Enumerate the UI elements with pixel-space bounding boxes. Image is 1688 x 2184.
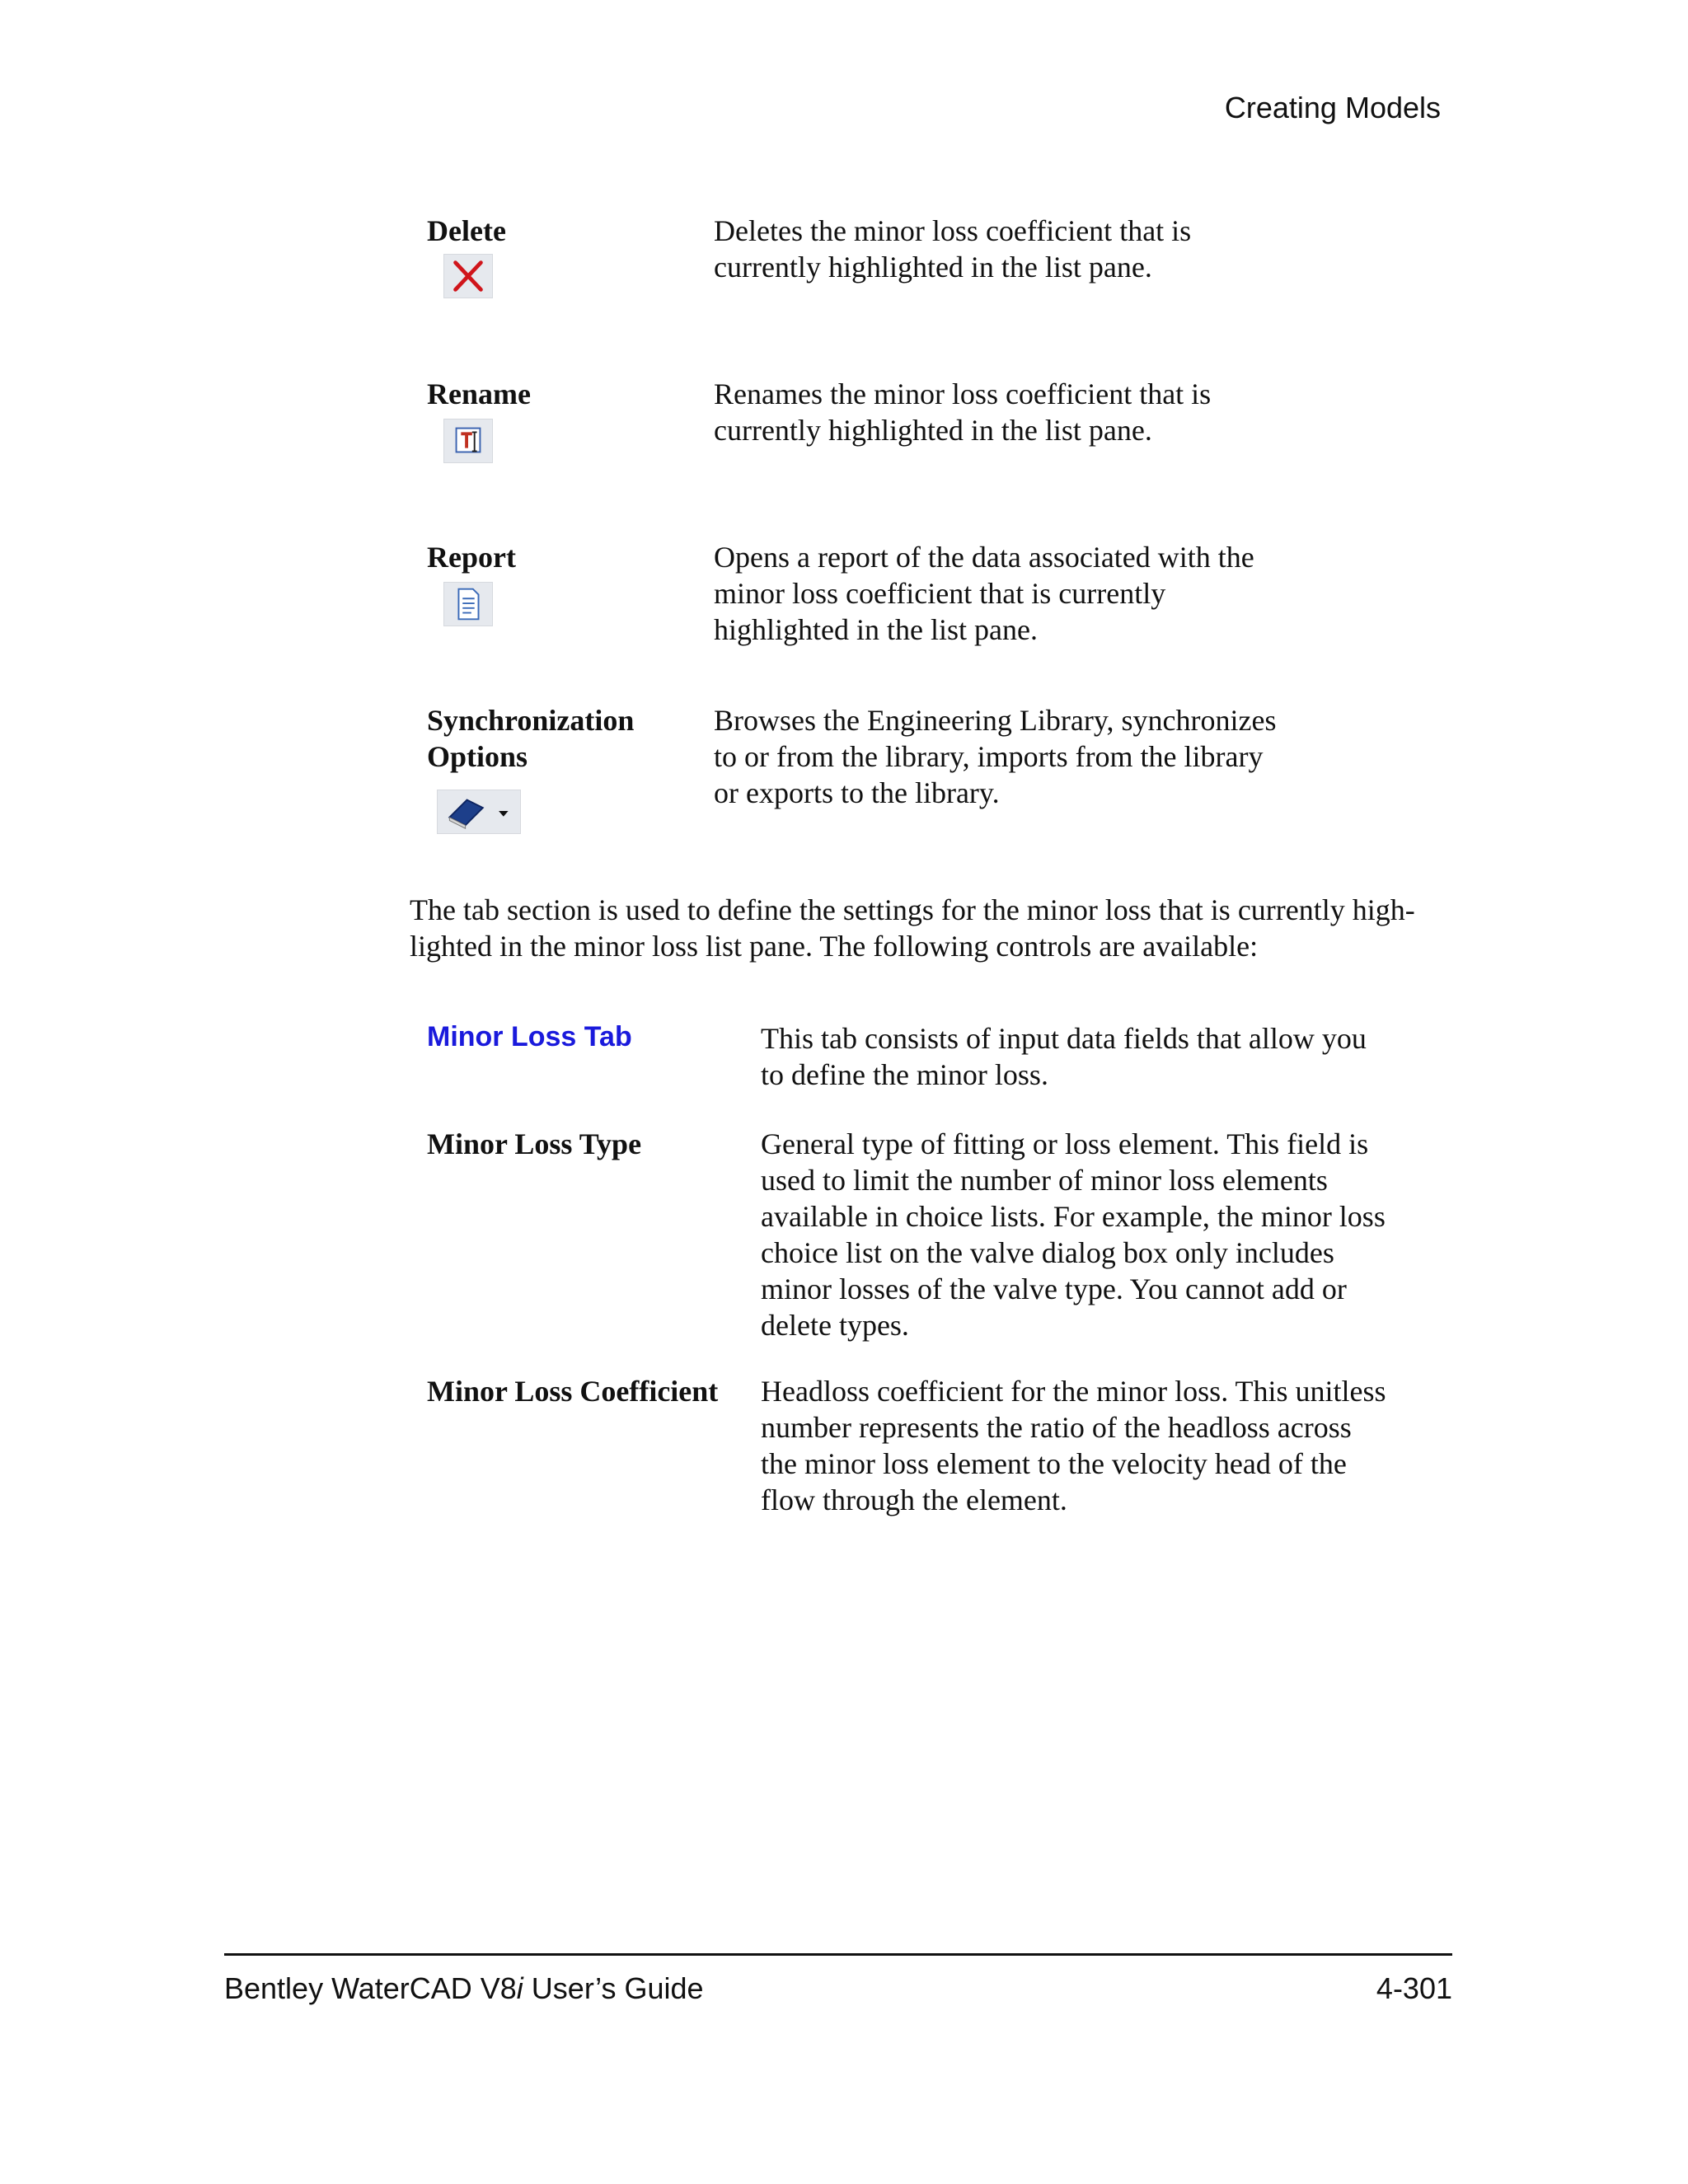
description-synchronization-options: Browses the Engineering Library, synchronizes to or from the library, imports from the library or exports to the library. bbox=[714, 704, 1277, 809]
page-number: 4-301 bbox=[1376, 1971, 1452, 2005]
footer-rule bbox=[224, 1953, 1452, 1956]
description-minor-loss-type: General type of fitting or loss element. This field is used to limit the number of minor loss elements available in choice lists. For example, the minor loss choice list on the valve dialog box only includes minor losses of the valve type. You cannot add or delete types. bbox=[761, 1127, 1386, 1342]
description-minor-loss-tab: This tab consists of input data fields that allow you to define the minor loss. bbox=[761, 1022, 1367, 1091]
book-dropdown-icon bbox=[437, 790, 521, 834]
term-minor-loss-coefficient: Minor Loss Coefficient bbox=[427, 1375, 719, 1408]
report-document-icon bbox=[443, 582, 493, 626]
delete-x-icon bbox=[443, 254, 493, 298]
description-rename: Renames the minor loss coefficient that is currently highlighted in the list pane. bbox=[714, 377, 1212, 447]
term-rename: Rename bbox=[427, 377, 531, 410]
running-header: Creating Models bbox=[1224, 91, 1441, 124]
rename-text-icon bbox=[443, 419, 493, 463]
term-minor-loss-type: Minor Loss Type bbox=[427, 1127, 642, 1160]
description-delete: Deletes the minor loss coefficient that is currently highlighted in the list pane. bbox=[714, 214, 1192, 284]
tab-section-intro: The tab section is used to define the settings for the minor loss that is currently high- lighted in the minor loss list pane. The following controls are available: bbox=[410, 893, 1415, 963]
footer-guide-title: Bentley WaterCAD V8i User’s Guide bbox=[224, 1971, 704, 2005]
term-report: Report bbox=[427, 541, 516, 574]
minor-loss-tab-link[interactable]: Minor Loss Tab bbox=[427, 1021, 632, 1052]
description-report: Opens a report of the data associated with the minor loss coefficient that is currently highlighted in the list pane. bbox=[714, 541, 1254, 646]
term-synchronization-options: Synchronization Options bbox=[427, 704, 635, 773]
description-minor-loss-coefficient: Headloss coefficient for the minor loss. This unitless number represents the ratio of the headloss across the minor loss element to the velocity head of the flow through the element. bbox=[761, 1375, 1386, 1516]
term-delete: Delete bbox=[427, 214, 506, 247]
